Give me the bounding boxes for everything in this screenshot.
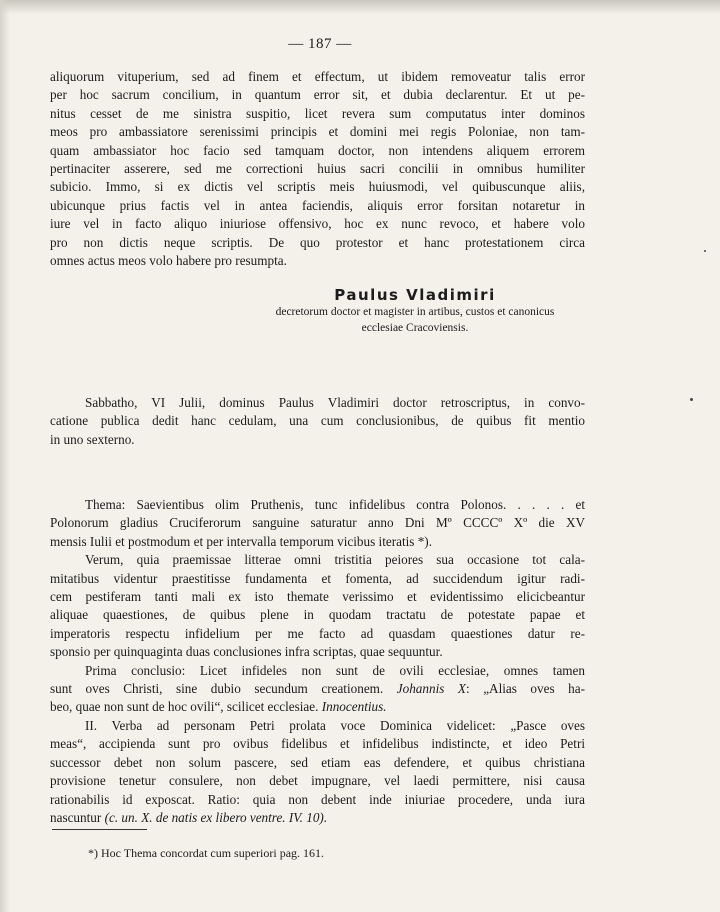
text-line: rationabilis id exposcat. Ratio: quia non debent inde iniuriae procedere, unda iura — [50, 791, 585, 807]
text-line: Polonorum gladius Cruciferorum sanguine saturatur anno Dni Mº CCCCº Xº die XV — [50, 515, 585, 531]
text-line: mitatibus videntur praestitisse fundamenta et fomenta, ad succidendum igitur radi- — [50, 570, 585, 586]
citation-italic: Johannis X — [396, 681, 466, 697]
signature-affiliation: ecclesiae Cracoviensis. — [361, 322, 469, 334]
scan-left-edge — [0, 0, 10, 912]
text-line: per hoc sacrum concilium, in quantum error sit, et dubia declarentur. Et ut pe- — [50, 87, 585, 103]
text-line: ubicunque prius factis vel in antea faciendis, aliquis error forsitan notaretur in — [50, 197, 585, 213]
text-line: meas“, accipienda sunt pro ovibus fidelibus et infidelibus indistincte, et ideo Petri — [50, 736, 585, 752]
page-number: — 187 — — [288, 36, 352, 52]
text-line: Thema: Saevientibus olim Pruthenis, tunc infidelibus contra Polonos. . . . . et — [85, 497, 585, 512]
text-line: cem pestiferam tanti mali ex isto themate verissimo et evidentissimo elicicbeantur — [50, 589, 585, 605]
text-line: omnes actus meos volo habere pro resumpta. — [50, 253, 287, 269]
text-run: : „Alias oves ha- — [465, 681, 585, 697]
citation-italic: (c. un. X. de natis ex libero ventre. IV. 10). — [104, 809, 328, 825]
text-line: mensis Iulii et postmodum et per intervalla temporum vicibus iteratis *). — [50, 533, 432, 549]
signature-name: Paulus Vladimiri — [334, 286, 496, 304]
scan-speck — [704, 250, 706, 252]
text-line: catione publica dedit hanc cedulam, una cum conclusionibus, de quibus fit mentio — [50, 413, 585, 429]
scan-top-edge — [0, 0, 720, 14]
text-line: provisione tenetur consulere, non debet impugnare, vel laedi permittere, nisi causa — [50, 773, 585, 789]
text-line — [50, 680, 585, 698]
text-line — [50, 698, 585, 716]
paragraph-thema-conclusions — [50, 496, 585, 827]
text-line — [50, 809, 585, 827]
text-line: aliquorum vituperium, sed ad finem et effectum, ut ibidem removeatur talis error — [50, 69, 585, 84]
citation-italic: Innocentius. — [321, 699, 387, 715]
text-line: II. Verba ad personam Petri prolata voce Dominica videlicet: „Pasce oves — [85, 717, 585, 733]
text-line: Sabbatho, VI Julii, dominus Paulus Vladimiri doctor retroscriptus, in convo- — [85, 395, 585, 410]
signature-title: decretorum doctor et magister in artibus, custos et canonicus — [275, 306, 555, 318]
scan-speck — [690, 398, 693, 401]
text-line: meos pro ambassiatore serenissimi principis et domini mei regis Poloniae, non tam- — [50, 124, 585, 140]
text-line: nitus cesset de me sinistra suspitio, licet revera sum computatus inter dominos — [50, 105, 585, 121]
text-line: aliquae quaestiones, de quibus plene in quodam tractatu de potestate papae et — [50, 607, 585, 623]
text-run: sunt oves Christi, sine dubio secundum creationem. — [50, 681, 397, 697]
text-line: quam ambassiator hoc facio sed tamquam doctor, non intendens aliquem errorem — [50, 142, 585, 158]
text-line: pro non dictis neque scriptis. De quo protestor et hanc protestationem circa — [50, 234, 585, 250]
text-line: Verum, quia praemissae litterae omni tristitia peiores sua occasione tot cala- — [85, 552, 585, 568]
text-line: iure vel in facto aliquo iniuriose offensivo, hoc ex nunc revoco, et habere volo — [50, 216, 585, 232]
paragraph-sabbatho — [50, 394, 585, 449]
text-run: nascuntur — [50, 809, 105, 825]
text-run: beo, quae non sunt de hoc ovili“, scilicet ecclesiae. — [50, 699, 322, 715]
paragraph-protestation — [50, 68, 585, 270]
text-line: imperatoris respectu infidelium per me facto ad quasdam quaestiones datur re- — [50, 625, 585, 641]
text-line: successor debet non solum pascere, sed etiam eas defendere, et quibus christiana — [50, 754, 585, 770]
text-line: subicio. Immo, si ex dictis vel scriptis meis huiusmodi, vel quibuscunque aliis, — [50, 179, 585, 195]
text-line: sponsio per quinquaginta duas conclusiones infra scriptas, quae sequuntur. — [50, 644, 443, 660]
text-line: in uno sexterno. — [50, 431, 135, 447]
text-line: pertinaciter asserere, sed me correctioni huius sacri concilii in omnibus humiliter — [50, 161, 585, 177]
text-line: Prima conclusio: Licet infideles non sunt de ovili ecclesiae, omnes tamen — [85, 662, 585, 678]
footnote-divider — [52, 829, 147, 830]
footnote: *) Hoc Thema concordat cum superiori pag. 161. — [88, 846, 325, 860]
